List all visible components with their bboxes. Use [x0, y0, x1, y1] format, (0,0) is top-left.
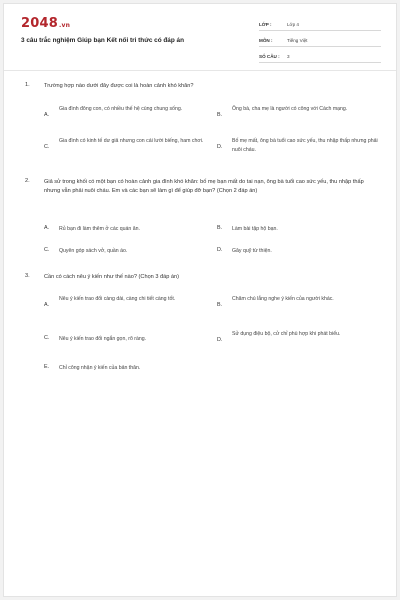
question-number: 1.: [25, 82, 30, 88]
question-number: 2.: [25, 178, 30, 184]
site-logo[interactable]: [21, 16, 70, 31]
option-letter: E.: [44, 364, 50, 370]
option-text: Quyên góp sách vở, quần áo.: [59, 248, 128, 254]
option-letter: D.: [217, 247, 223, 253]
meta-label: SỐ CÂU :: [259, 53, 280, 59]
worksheet-header: [4, 4, 396, 66]
option-text: Bố mẹ mất, ông bà tuổi cao sức yếu, thu nhập thấp nhưng phải nuôi cháu.: [232, 138, 378, 153]
option-letter: D.: [217, 144, 223, 150]
option-letter: A.: [44, 112, 50, 118]
option-letter: C.: [44, 247, 50, 253]
option-letter: C.: [44, 144, 50, 150]
question-number: 3.: [25, 273, 30, 279]
option-text: Rủ bạn đi làm thêm ở các quán ăn.: [59, 226, 140, 232]
meta-row-subject: [259, 34, 381, 47]
question-text: Giả sử trong khối có một bạn có hoàn cảnh gia đình khó khăn: bố mẹ bạn mất do tai nạn, ông bà tuổi cao sức yếu, thu nhập thấp nhưng vẫn phải nuôi cháu. Em và các bạn sẽ làm gì để giúp đỡ bạn? (Chọn 2 đáp án): [44, 179, 364, 194]
option-letter: C.: [44, 335, 50, 341]
option-text: Gia đình có kinh tế dư giả nhưng con cái lười biếng, ham chơi.: [59, 138, 204, 144]
option-letter: B.: [217, 302, 223, 308]
meta-row-class: [259, 18, 381, 31]
meta-value: 3: [287, 53, 290, 59]
option-text: Ông bà, cha mẹ là người có công với Cách mạng.: [232, 106, 348, 112]
option-letter: B.: [217, 112, 223, 118]
meta-label: LỚP :: [259, 21, 272, 27]
question-text: Cần có cách nêu ý kiến như thế nào? (Chọn 3 đáp án): [44, 274, 179, 280]
option-letter: B.: [217, 225, 223, 231]
option-text: Nêu ý kiến trao đổi ngắn gọn, rõ ràng.: [59, 336, 147, 342]
header-divider: [4, 70, 396, 71]
option-text: Gây quỹ từ thiện.: [232, 248, 272, 254]
option-text: Nêu ý kiến trao đổi càng dài, càng chi tiết càng tốt.: [59, 296, 176, 302]
meta-value: Lớp 4: [287, 21, 299, 27]
meta-value: Tiếng Việt: [287, 37, 308, 43]
option-text: Chỉ công nhận ý kiến của bản thân.: [59, 365, 141, 371]
logo-suffix-text: .vn: [58, 22, 71, 29]
option-letter: A.: [44, 225, 50, 231]
option-text: Chăm chú lắng nghe ý kiến của người khác.: [232, 296, 334, 302]
worksheet-page: [3, 3, 397, 597]
meta-label: MÔN :: [259, 37, 273, 43]
document-title: 3 câu trắc nghiệm Giúp bạn Kết nối tri thức có đáp án: [21, 37, 184, 44]
meta-table: [259, 18, 381, 66]
meta-row-count: [259, 50, 381, 63]
logo-main-text: 2048: [21, 16, 58, 31]
option-text: Làm bài tập hộ bạn.: [232, 226, 278, 232]
option-letter: A.: [44, 302, 50, 308]
option-text: Gia đình đông con, có nhiều thế hệ cùng chung sống.: [59, 106, 183, 112]
question-text: Trường hợp nào dưới đây được coi là hoàn cảnh khó khăn?: [44, 83, 194, 89]
option-text: Sử dụng điệu bộ, cử chỉ phù hợp khi phát biểu.: [232, 331, 341, 337]
option-letter: D.: [217, 337, 223, 343]
